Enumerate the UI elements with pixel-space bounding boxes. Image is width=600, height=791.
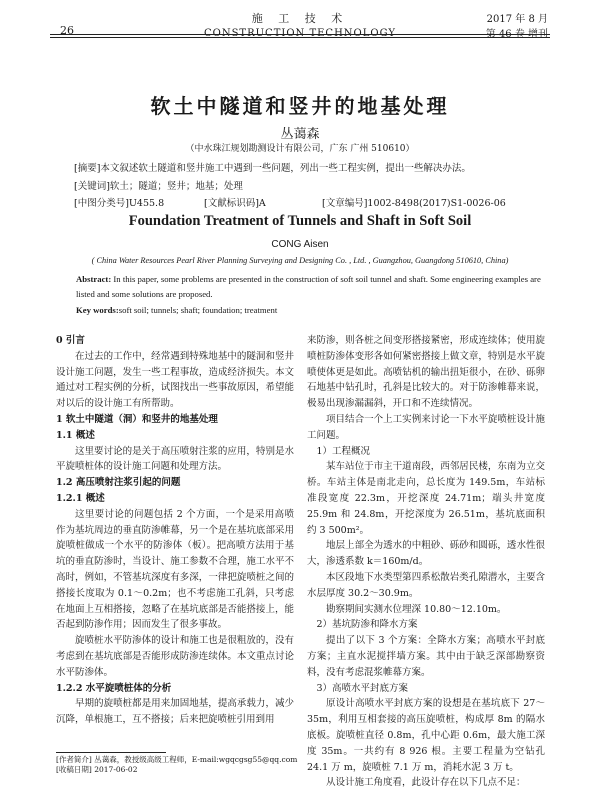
- item-heading: 1）工程概况: [316, 445, 371, 457]
- author-cn: 丛蔼森: [280, 127, 320, 142]
- keywords-en-text: soft soil; tunnels; shaft; foundation; treatment: [118, 305, 278, 315]
- abstract-en: [76, 272, 546, 302]
- article-title-en: Foundation Treatment of Tunnels and Shaft in Soft Soil: [128, 213, 472, 229]
- item-heading: 3）高喷水平封底方案: [316, 682, 409, 694]
- paragraph: 这里要讨论的问题包括 2 个方面，一个是采用高喷作为基坑周边的垂直防渗帷幕，另一个是在基坑底部采用旋喷桩做成一个水平的防渗体（板）。把高喷方法用于基坑的垂直防渗时，当设计、施工参数不合理，施工水平不高时，例如，不管基坑深度有多深，一律把旋喷桩之间的搭接长度取为 0.1～0.2m；也不考虑施工孔斜，只考虑在地面上互相搭接，忽略了在基坑底部是否能搭接上，能否起到防渗作用；因而发生了很多事故。: [56, 508, 294, 631]
- paragraph: 勘察期间实测水位埋深 10.80～12.10m。: [326, 603, 507, 615]
- article-no-label: [文章编号]: [322, 198, 368, 209]
- abstract-cn-text: 本文叙述软土隧道和竖井施工中遇到一些问题，列出一些工程实例，提出一些解决办法。: [100, 163, 471, 174]
- header-rule: [50, 34, 550, 35]
- paragraph: 在过去的工作中，经常遇到特殊地基中的隧洞和竖井设计施工问题，发生一些工程事故，造成经济损失。本文通过对工程实例的分析，试图找出一些事故原因，希望能对以后的设计施工有所帮助。: [56, 350, 294, 410]
- keywords-cn-label: [关键词]: [74, 181, 110, 192]
- author-en: CONG Aisen: [271, 239, 329, 250]
- keywords-cn-text: 软土；隧道；竖井；地基；处理: [109, 181, 243, 192]
- paragraph: 项目结合一个上工实例来讨论一下水平旋喷桩设计施工问题。: [307, 413, 545, 441]
- paragraph: 某车站位于市主干道南段，西邻居民楼，东南为立交桥。车站主体是南北走向，总长度为 149.5m，车站标准段宽度 22.3m，开挖深度 24.71m；端头井宽度 25.9m 和 24.8m，开挖深度为 26.51m，基坑底面积约 3 500m²。: [307, 461, 545, 536]
- header-rule-thin: [50, 37, 550, 38]
- paragraph: 来防渗，则各桩之间变形搭接紧密，形成连续体；使用旋喷桩防渗体变形各如何紧密搭接上做文章，特别是水平旋喷使体更是如此。高喷钻机的输出扭矩很小，在砂、砾卵石地基中钻孔时，孔斜是比较大的。对于防渗帷幕来说，极易出现渗漏漏斜，开口和不连续情况。: [307, 335, 545, 410]
- abstract-cn-label: [摘要]: [74, 163, 101, 174]
- clc-label: [中图分类号]: [74, 198, 129, 209]
- paragraph: 旋喷桩水平防渗体的设计和施工也是很粗放的，没有考虑到在基坑底部是否能形成防渗连续体。本文重点讨论水平防渗体。: [56, 635, 294, 678]
- paragraph: 本区段地下水类型第四系松散岩类孔隙潜水，主要含水层厚度 30.2～30.9m。: [307, 571, 545, 599]
- journal-name-cn: 施 工 技 术: [251, 12, 349, 25]
- journal-name-en: CONSTRUCTION TECHNOLOGY: [203, 28, 397, 39]
- clc-value: U455.8: [128, 198, 165, 209]
- paragraph: 地层上部全为透水的中粗砂、砾砂和圆砾，透水性很大，渗透系数 k＝160m/d。: [307, 540, 545, 568]
- paragraph: 早期的旋喷桩都是用来加固地基，提高承载力，减少沉降，单根施工，互不搭接；后来把旋喷桩引用到用: [56, 698, 294, 726]
- section-heading: 0 引言: [56, 335, 85, 346]
- section-heading: 1 软土中隧道（洞）和竖井的地基处理: [56, 413, 218, 425]
- body-column-left: [56, 333, 294, 728]
- keywords-en-label: Key words:: [76, 305, 119, 315]
- keywords-cn: [74, 178, 544, 192]
- issue-volume: 第 46 卷 增刊: [485, 29, 548, 40]
- abstract-cn: [74, 160, 544, 174]
- item-heading: 2）基坑防渗和降水方案: [316, 619, 418, 631]
- article-no-value: 1002-8498(2017)S1-0026-06: [367, 198, 506, 209]
- doc-code-label: [文献标识码]: [204, 198, 259, 209]
- classification-line: [74, 195, 544, 209]
- affiliation-cn: （中水珠江规划勘测设计有限公司，广东 广州 510610）: [185, 144, 415, 154]
- keywords-en: [76, 305, 546, 315]
- paragraph: 从设计施工角度看，此设计存在以下几点不足：: [326, 777, 526, 789]
- paragraph: 原设计高喷水平封底方案的设想是在基坑底下 27～35m，利用互相套接的高压旋喷桩，构成厚 8m 的隔水底板。旋喷桩直径 0.8m，孔中心距 0.6m，最大施工深度 35m。一共约有 8 926 根。主要工程量为空钻孔 24.1 万 m，旋喷桩 7.1 万 m，消耗水泥 3 万 t。: [307, 698, 545, 773]
- issue-date: 2017 年 8 月: [486, 14, 548, 25]
- body-column-right: [307, 333, 545, 791]
- affiliation-en: ( China Water Resources Pearl River Planning Surveying and Designing Co. , Ltd. , Guangzhou, Guangdong 510610, China): [91, 256, 509, 265]
- abstract-en-label: Abstract:: [76, 274, 112, 284]
- paragraph: 这里要讨论的是关于高压喷射注浆的应用，特别是水平旋喷桩体的设计施工问题和处理方法。: [56, 445, 294, 473]
- doc-code-value: A: [258, 198, 266, 209]
- abstract-en-text: In this paper, some problems are presented in the construction of soft soil tunnel and shaft. Some engineering examples are listed and some solutions are proposed.: [76, 274, 541, 299]
- article-title-cn: 软土中隧道和竖井的地基处理: [150, 94, 450, 118]
- subsection-heading: 1.2 高压喷射注浆引起的问题: [56, 477, 181, 489]
- received-date: [收稿日期] 2017-06-02: [56, 765, 138, 774]
- footnote-rule: [56, 752, 166, 753]
- footnote: [56, 755, 297, 775]
- author-info: [作者简介] 丛蔼森，教授级高级工程师，E-mail:wgqcgsg55@qq.com: [56, 755, 298, 764]
- subsection-heading: 1.2.2 水平旋喷桩体的分析: [56, 682, 172, 694]
- subsection-heading: 1.2.1 概述: [56, 492, 105, 504]
- page-number: 26: [60, 24, 74, 37]
- paragraph: 提出了以下 3 个方案：全降水方案；高喷水平封底方案；主直水泥搅拌墙方案。其中由于缺乏深部勘察资料，没有考虑混浆帷幕方案。: [307, 635, 545, 678]
- subsection-heading: 1.1 概述: [56, 429, 95, 441]
